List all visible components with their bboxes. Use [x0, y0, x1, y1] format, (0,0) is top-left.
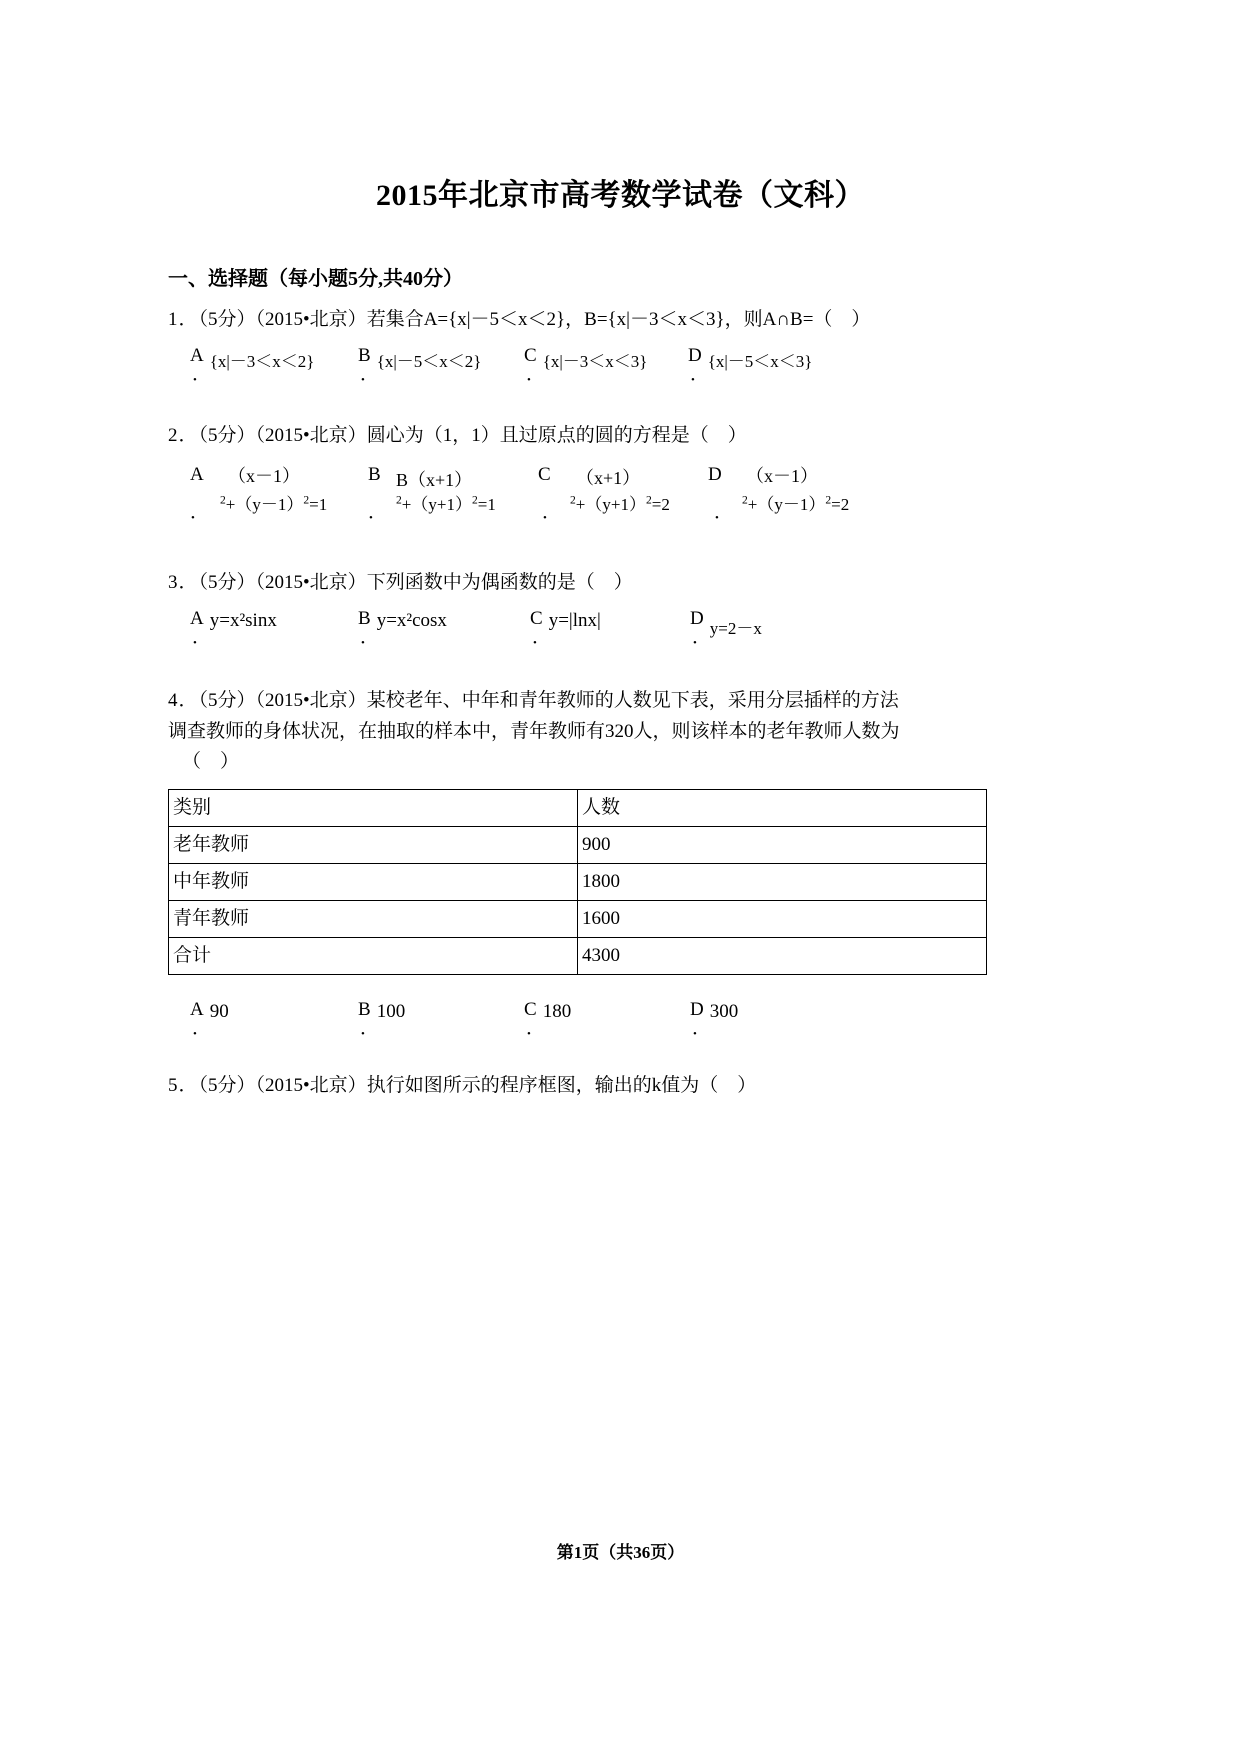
page-title: 2015年北京市高考数学试卷（文科）	[376, 179, 865, 212]
table-cell-category: 合计	[169, 938, 578, 975]
question-3-source: （2015•北京）	[255, 571, 367, 593]
question-2-option-a-tail	[220, 492, 327, 518]
option-dot: ．	[526, 364, 546, 386]
option-dot: ．	[360, 1018, 380, 1040]
option-label: B	[358, 608, 371, 630]
question-2-option-c-head: （x+1）	[576, 467, 641, 488]
question-3-text: 下列函数中为偶函数的是（ ）	[366, 571, 633, 593]
tail2-text: =1	[309, 494, 328, 514]
option-dot: ．	[690, 364, 710, 386]
option-label: D	[688, 345, 702, 367]
question-2-options-line2	[168, 492, 1073, 526]
question-1-score: （5分）	[198, 309, 256, 330]
question-5-stem	[168, 1071, 1073, 1101]
question-4-stem-line2: 调查教师的身体状况，在抽取的样本中，青年教师有320人，则该样本的老年教师人数为	[168, 720, 900, 742]
option-dot: ．	[190, 501, 210, 523]
question-1-option-b[interactable]	[358, 341, 482, 386]
question-3-option-c[interactable]	[530, 604, 601, 649]
option-dot: ．	[692, 1018, 712, 1040]
question-3-stem	[168, 568, 1073, 598]
option-dot: ．	[532, 627, 552, 649]
page-number-label: 第1页（共36页）	[556, 1543, 685, 1562]
table-header-count: 人数	[578, 790, 987, 827]
question-3-options	[168, 604, 1073, 649]
page-content	[168, 0, 1073, 1102]
option-value: {x|－5＜x＜2}	[376, 352, 482, 372]
question-2-option-c-tail	[570, 492, 670, 518]
question-1-option-c[interactable]	[524, 341, 648, 386]
question-1-option-a[interactable]	[190, 341, 315, 386]
option-value: {x|－3＜x＜2}	[209, 352, 315, 372]
table-row	[169, 901, 987, 938]
question-2-option-a-head: （x－1）	[228, 465, 300, 486]
question-4-options	[168, 995, 1073, 1040]
question-4-option-d[interactable]	[690, 995, 739, 1040]
question-4-text-1: 某校老年、中年和青年教师的人数见下表，采用分层插样的方法	[366, 690, 899, 712]
question-3-option-a[interactable]	[190, 604, 277, 649]
option-value: y=x²cosx	[376, 610, 447, 632]
exp: 2	[570, 493, 576, 507]
option-value: y=x²sinx	[209, 610, 277, 632]
option-label: D	[690, 999, 704, 1021]
question-1-options	[168, 341, 1073, 386]
tail2-text: =2	[831, 494, 850, 514]
option-value: y=2－x	[709, 619, 762, 639]
question-4-option-b[interactable]	[358, 995, 406, 1040]
exp: 2	[742, 493, 748, 507]
question-5-text: 执行如图所示的程序框图，输出的k值为（ ）	[366, 1075, 757, 1097]
question-2-option-d-head: （x－1）	[746, 465, 818, 486]
table-cell-category: 青年教师	[169, 901, 578, 938]
option-label: C	[530, 608, 543, 630]
table-row	[169, 864, 987, 901]
tail2-text: =2	[651, 494, 670, 514]
option-dot: ．	[360, 627, 380, 649]
tail-text: +（y－1）	[747, 494, 826, 514]
exp: 2	[220, 493, 226, 507]
question-5-source: （2015•北京）	[255, 1075, 367, 1097]
table-cell-count: 4300	[578, 938, 987, 975]
option-dot: ．	[714, 501, 734, 523]
option-label: C	[524, 999, 537, 1021]
question-2-number: 2．	[168, 425, 199, 447]
option-dot: ．	[192, 364, 212, 386]
question-2-stem	[168, 421, 1073, 451]
question-2-score: （5分）	[198, 425, 256, 447]
option-value: 180	[542, 1001, 572, 1023]
option-label: C	[524, 345, 537, 367]
question-4-number: 4．	[168, 690, 199, 712]
option-dot: ．	[192, 1018, 212, 1040]
option-value: y=|lnx|	[548, 610, 601, 632]
question-2-option-d-tail	[742, 492, 849, 518]
tail-text: +（y+1）	[575, 494, 646, 514]
question-3-number: 3．	[168, 571, 199, 593]
question-1-number: 1．	[168, 309, 199, 330]
question-4-option-a[interactable]	[190, 995, 229, 1040]
question-2-options-line1	[168, 460, 1073, 492]
question-4-stem-line3: （ ）	[182, 750, 240, 772]
exp2: 2	[303, 493, 310, 507]
question-2-option-b-tail	[396, 492, 496, 518]
question-3-option-d[interactable]	[690, 604, 762, 649]
teacher-count-table	[168, 789, 987, 975]
option-dot: ．	[368, 501, 388, 523]
option-label: D	[690, 608, 704, 630]
table-header-category: 类别	[169, 790, 578, 827]
option-dot: ．	[360, 364, 380, 386]
question-3	[168, 568, 1073, 649]
table-cell-category: 老年教师	[169, 827, 578, 864]
question-5	[168, 1071, 1073, 1101]
option-value: 90	[209, 1001, 229, 1023]
question-1-source: （2015•北京）	[255, 309, 367, 330]
question-5-number: 5．	[168, 1075, 199, 1097]
question-4-source: （2015•北京）	[255, 690, 367, 712]
tail-text: +（y－1）	[225, 494, 304, 514]
question-2-text: 圆心为（1，1）且过原点的圆的方程是（ ）	[366, 425, 747, 447]
table-header-row	[169, 790, 987, 827]
question-4-stem-line1	[168, 686, 1073, 716]
option-value: 100	[376, 1001, 406, 1023]
question-5-score: （5分）	[198, 1075, 256, 1097]
exp2: 2	[645, 493, 652, 507]
table-cell-count: 900	[578, 827, 987, 864]
option-dot: ．	[526, 1018, 546, 1040]
question-2	[168, 421, 1073, 525]
option-dot: ．	[542, 501, 562, 523]
tail2-text: =1	[477, 494, 496, 514]
table-row	[169, 827, 987, 864]
question-2-option-a-label[interactable]: A	[190, 463, 204, 485]
option-label: B	[358, 345, 371, 367]
question-4-option-c[interactable]	[524, 995, 572, 1040]
question-3-score: （5分）	[198, 571, 256, 593]
question-1	[168, 305, 1073, 386]
option-label: A	[190, 608, 204, 630]
table-cell-count: 1600	[578, 901, 987, 938]
option-dot: ．	[692, 627, 712, 649]
page-footer	[0, 1538, 1241, 1563]
option-label: A	[190, 345, 204, 367]
question-2-option-b-label[interactable]: B	[368, 463, 381, 485]
question-2-option-c-label[interactable]: C	[538, 463, 551, 485]
table-cell-count: 1800	[578, 864, 987, 901]
exp2: 2	[825, 493, 832, 507]
exp: 2	[396, 493, 402, 507]
option-value: {x|－5＜x＜3}	[707, 352, 813, 372]
question-1-stem	[168, 305, 1073, 335]
option-label: A	[190, 999, 204, 1021]
option-label: B	[358, 999, 371, 1021]
question-2-source: （2015•北京）	[255, 425, 367, 447]
option-value: 300	[709, 1001, 739, 1023]
question-3-option-b[interactable]	[358, 604, 447, 649]
question-1-option-d[interactable]	[688, 341, 813, 386]
option-value: {x|－3＜x＜3}	[542, 352, 648, 372]
section-heading: 一、选择题（每小题5分,共40分）	[168, 268, 463, 290]
option-dot: ．	[192, 627, 212, 649]
question-4	[168, 686, 1073, 1040]
question-1-text: 若集合A={x|－5＜x＜2}，B={x|－3＜x＜3}，则A∩B=（ ）	[366, 309, 871, 330]
exp2: 2	[471, 493, 478, 507]
question-2-option-d-label[interactable]: D	[708, 463, 722, 485]
table-row	[169, 938, 987, 975]
table-cell-category: 中年教师	[169, 864, 578, 901]
tail-text: +（y+1）	[401, 494, 472, 514]
question-4-score: （5分）	[198, 690, 256, 712]
question-2-option-b-head: B（x+1）	[396, 469, 473, 490]
